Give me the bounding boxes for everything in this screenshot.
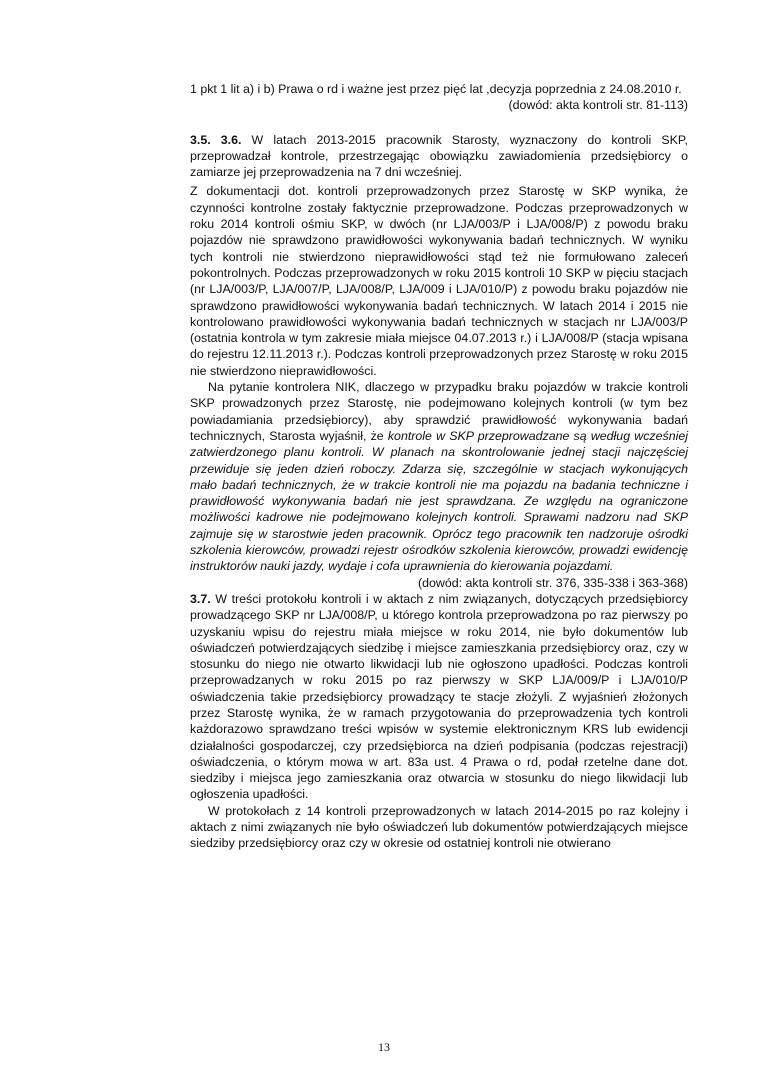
evidence-reference: (dowód: akta kontroli str. 376, 335-338 i 363-368) [417, 575, 688, 590]
paragraph-gap [190, 114, 688, 132]
paragraph-documentation: Z dokumentacji dot. kontroli przeprowadzonych przez Starostę w SKP wynika, że czynności kontrolne zostały faktycznie przeprowadzone. Podczas przeprowadzonych w roku 2014 kontroli ośmiu SKP, w dwóch (nr LJA/003/P i LJA/008/P) z powodu braku pojazdów nie sprawdzono prawidłowości wykonywania badań technicznych. W wyniku tych kontroli nie stwierdzono nieprawidłowości stąd też nie formułowano zaleceń pokontrolnych. Podczas przeprowadzonych w roku 2015 kontroli 10 SKP w pięciu stacjach (nr LJA/003/P, LJA/007/P, LJA/008/P, LJA/009 i LJA/010/P) z powodu braku pojazdów nie sprawdzono prawidłowości wykonywania badań technicznych. W latach 2014 i 2015 nie kontrolowano prawidłowości wykonywania badań technicznych w stacjach nr LJA/003/P (ostatnia kontrola w tym zakresie miała miejsce 04.07.2013 r.) i LJA/008/P (stacja wpisana do rejestru 12.11.2013 r.). Podczas kontroli przeprowadzonych przez Starostę w roku 2015 nie stwierdzono nieprawidłowości. [190, 184, 688, 378]
paragraph-section-3-5-3-6 [190, 132, 688, 181]
evidence-reference: (dowód: akta kontroli str. 81-113) [508, 98, 688, 113]
paragraph-continuation: 1 pkt 1 lit a) i b) Prawa o rd i ważne jest przez pięć lat ,decyzja poprzednia z 24.08.2010 r. [190, 82, 682, 96]
paragraph-text: W treści protokołu kontroli i w aktach z nim związanych, dotyczących przedsiębiorcy prowadzącego SKP nr LJA/008/P, u którego kontrola przeprowadzona po raz pierwszy po uzyskaniu wpisu do rejestru miała miejsce w roku 2014, nie było dokumentów lub oświadczeń potwierdzających siedzibę i miejsce zamieszkania przedsiębiorcy oraz, czy w stosunku do niego nie otwarto likwidacji lub nie ogłoszono upadłości. Podczas kontroli przeprowadzanych w roku 2015 po raz pierwszy w SKP LJA/009/P i LJA/010/P oświadczenia takie przedsiębiorcy prowadzący te stacje złożyli. Z wyjaśnień złożonych przez Starostę wynika, że w ramach przygotowania do przeprowadzenia tych kontroli każdorazowo sprawdzano treści wpisów w systemie elektronicznym KRS lub ewidencji działalności gospodarczej, czy przedsiębiorca na dzień podpisania (podczas rejestracji) oświadczenia, o którym mowa w art. 83a ust. 4 Prawa o rd, podał rzetelne dane dot. siedziby i miejsca jego zamieszkania oraz otwarcia w stosunku do niego likwidacji lub ogłoszenia upadłości. [190, 591, 688, 802]
quoted-explanation: kontrole w SKP przeprowadzane są według wcześniej zatwierdzonego planu kontroli. W planach na skontrolowanie jednej stacji najczęściej przewiduje się jeden dzień roboczy. Zdarza się, szczególnie w stacjach wykonujących mało badań technicznych, że w trakcie kontroli nie ma pojazdu na badania techniczne i prawidłowość wykonywania badań nie jest sprawdzana. Ze względu na ograniczone możliwości kadrowe nie podejmowano kolejnych kontroli. Sprawami nadzoru nad SKP zajmuje się w starostwie jeden pracownik. Oprócz tego pracownik ten nadzoruje ośrodki szkolenia kierowców, prowadzi rejestr ośrodków szkolenia kierowców, prowadzi ewidencję instruktorów nauki jazdy, wydaje i cofa uprawnienia do kierowania pojazdami. [190, 428, 688, 574]
paragraph-text: W latach 2013-2015 pracownik Starosty, wyznaczony do kontroli SKP, przeprowadzał kontrole, przestrzegając obowiązku zawiadomienia przedsiębiorcy o zamiarze jej przeprowadzenia na 7 dni wcześniej. [190, 132, 689, 180]
section-number: 3.5. 3.6. [190, 132, 242, 147]
paragraph-text: Na pytanie kontrolera NIK, dlaczego w przypadku braku pojazdów w trakcie kontroli SKP prowadzonych przez Starostę, nie podejmowano kolejnych kontroli (w tym bez powiadamiania przedsiębiorcy), aby sprawdzić prawidłowość wykonywania badań technicznych, Starosta wyjaśnił, że [190, 380, 688, 443]
section-number: 3.7. [190, 591, 211, 606]
page-number: 13 [378, 1040, 390, 1054]
paragraph-protocols: W protokołach z 14 kontroli przeprowadzonych w latach 2014-2015 po raz kolejny i aktach z nimi związanych nie było oświadczeń lub dokumentów potwierdzających miejsce siedziby przedsiębiorcy oraz czy w okresie od ostatniej kontroli nie otwierano [190, 803, 688, 851]
paragraph-nik-question [190, 379, 688, 575]
page-body [190, 81, 688, 852]
paragraph-section-3-7 [190, 591, 688, 803]
